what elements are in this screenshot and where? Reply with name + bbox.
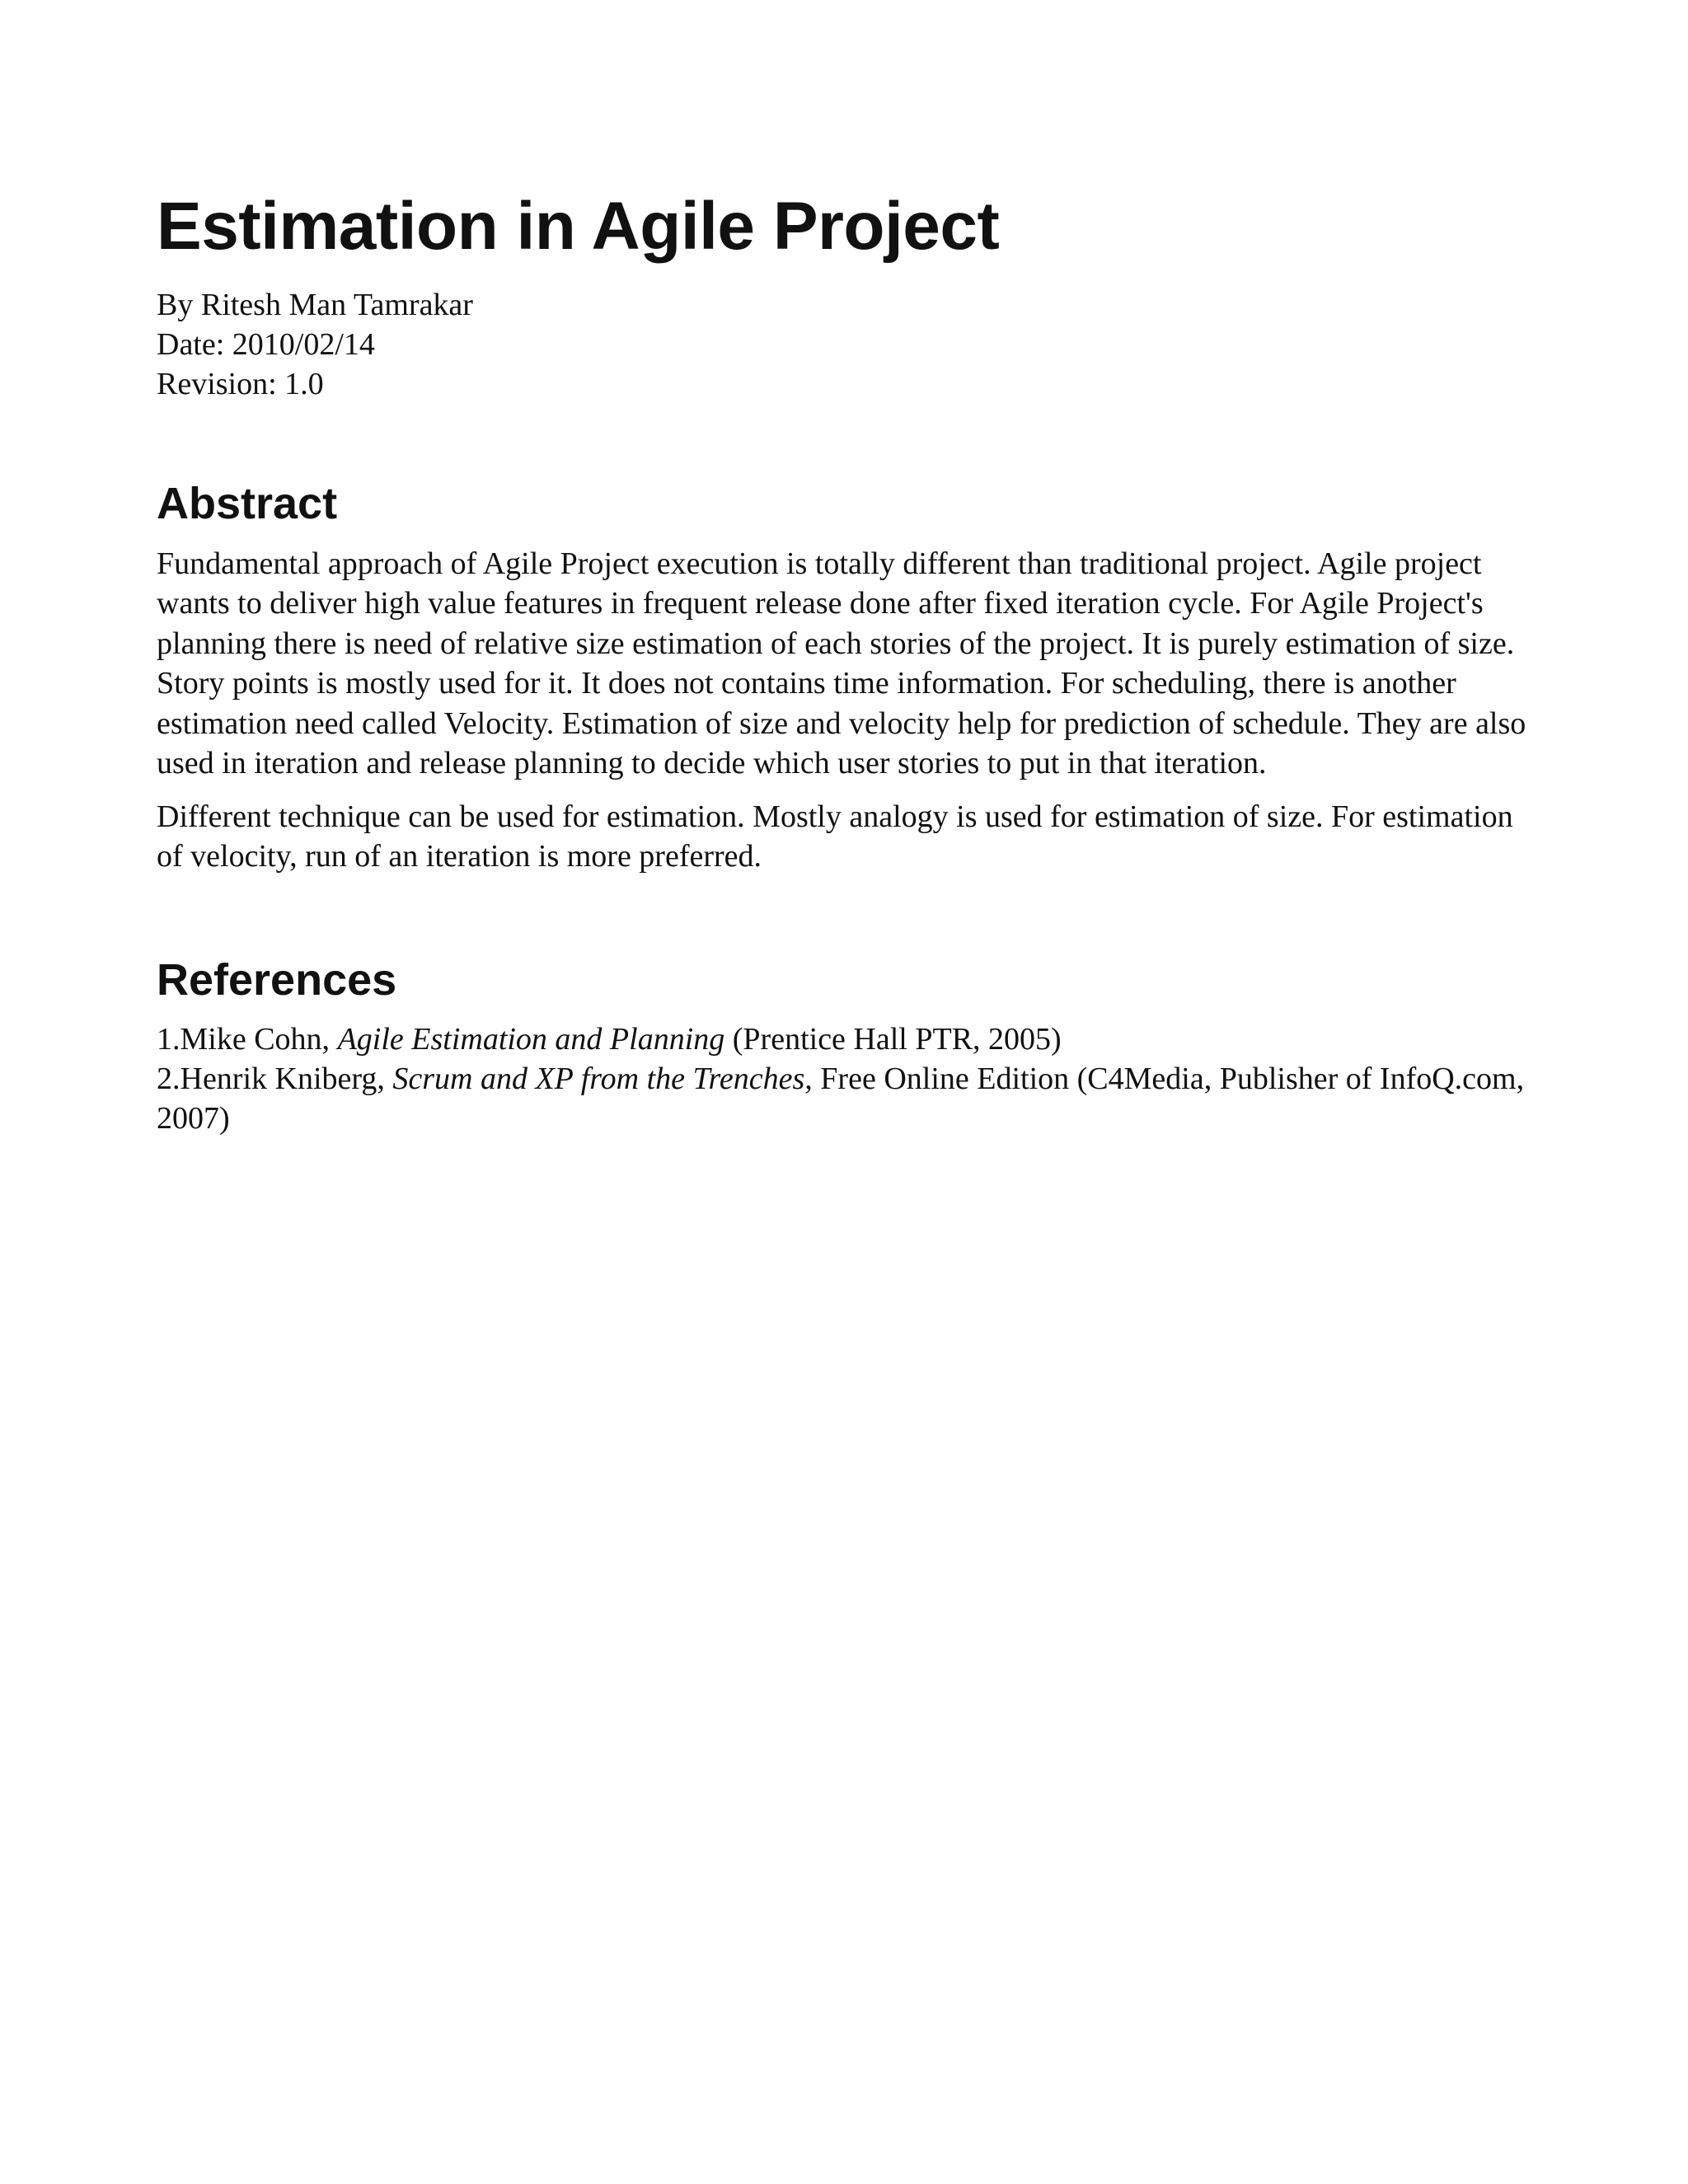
- reference-2-suffix: Free Online Edition (C4Media, Publisher of InfoQ.com, 2007): [157, 1061, 1525, 1136]
- document-page: [157, 190, 1541, 1138]
- reference-item-1: [157, 1019, 1541, 1059]
- document-title: Estimation in Agile Project: [157, 189, 1000, 264]
- abstract-paragraph-1: Fundamental approach of Agile Project execution is totally different than traditional project. Agile project wants to deliver high value features in frequent release done after fixed iteration cycle. For Agile Project's planning there is need of relative size estimation of each stories of the project. It is purely estimation of size. Story points is mostly used for it. It does not contains time information. For scheduling, there is another estimation need called Velocity. Estimation of size and velocity help for prediction of schedule. They are also used in iteration and release planning to decide which user stories to put in that iteration.: [157, 546, 1526, 781]
- reference-list: [157, 1019, 1541, 1138]
- reference-2-title: Scrum and XP from the Trenches,: [392, 1061, 813, 1096]
- abstract-heading: Abstract: [157, 479, 338, 529]
- revision-line: Revision: 1.0: [157, 367, 324, 402]
- author-line: By Ritesh Man Tamrakar: [157, 288, 473, 323]
- date-line: Date: 2010/02/14: [157, 327, 375, 363]
- reference-2-prefix: 2.Henrik Kniberg,: [157, 1061, 393, 1096]
- reference-1-title: Agile Estimation and Planning: [337, 1021, 725, 1057]
- reference-1-suffix: (Prentice Hall PTR, 2005): [724, 1021, 1062, 1057]
- reference-item-2: [157, 1059, 1541, 1138]
- reference-1-prefix: 1.Mike Cohn,: [157, 1021, 338, 1057]
- document-meta: [157, 285, 1541, 404]
- abstract-paragraph-2: Different technique can be used for estimation. Mostly analogy is used for estimation of size. For estimation of velocity, run of an iteration is more preferred.: [157, 799, 1513, 874]
- references-heading: References: [157, 954, 397, 1005]
